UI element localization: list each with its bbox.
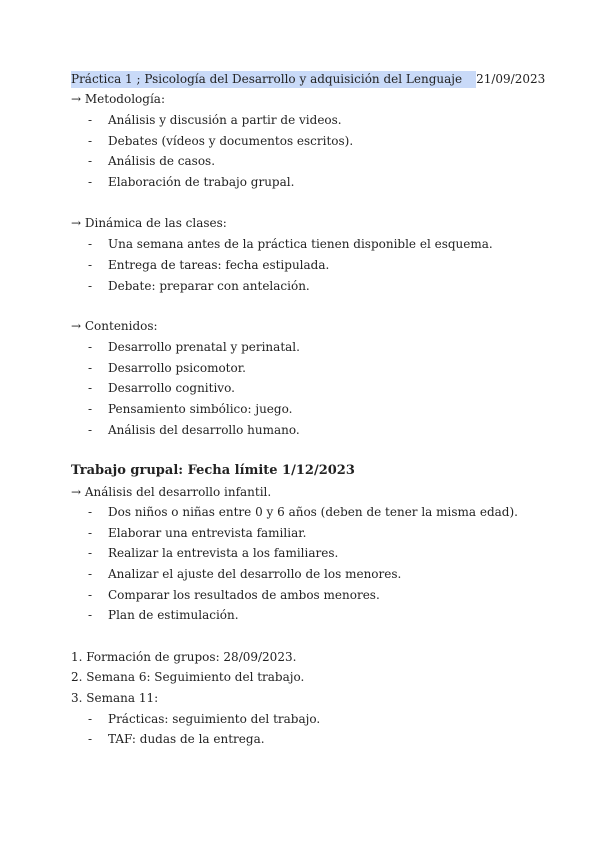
- bullet-dash: -: [88, 175, 93, 189]
- list-item-text: Dos niños o niñas entre 0 y 6 años (deben de tener la misma edad).: [108, 505, 518, 519]
- bullet-dash: -: [88, 588, 93, 602]
- bullet-dash: -: [88, 361, 93, 375]
- header-date: 21/09/2023: [476, 72, 546, 86]
- list-item-text: Plan de estimulación.: [108, 608, 239, 622]
- list-item: [88, 112, 342, 128]
- bullet-dash: -: [88, 279, 93, 293]
- bullet-dash: -: [88, 340, 93, 354]
- list-item: [88, 257, 329, 273]
- list-item-text: Realizar la entrevista a los familiares.: [108, 546, 339, 560]
- list-item: [88, 153, 215, 169]
- list-item-text: Análisis y discusión a partir de videos.: [108, 113, 342, 127]
- list-item-text: Análisis del desarrollo humano.: [108, 423, 300, 437]
- list-item: [88, 607, 239, 623]
- list-item: [88, 339, 300, 355]
- list-item-text: TAF: dudas de la entrega.: [108, 732, 265, 746]
- list-item: [88, 133, 353, 149]
- header-bar: [71, 71, 546, 88]
- bullet-dash: -: [88, 237, 93, 251]
- list-item: [88, 360, 246, 376]
- list-item-text: Debates (vídeos y documentos escritos).: [108, 134, 354, 148]
- list-item-text: Analizar el ajuste del desarrollo de los menores.: [108, 567, 402, 581]
- bullet-dash: -: [88, 526, 93, 540]
- header-title: Práctica 1 ; Psicología del Desarrollo y adquisición del Lenguaje: [71, 71, 476, 88]
- bullet-dash: -: [88, 258, 93, 272]
- list-item: [88, 380, 235, 396]
- step-1: 1. Formación de grupos: 28/09/2023.: [71, 650, 297, 664]
- dinamica-heading: → Dinámica de las clases:: [71, 216, 227, 230]
- list-item: [88, 731, 265, 747]
- list-item: [88, 525, 306, 541]
- bullet-dash: -: [88, 567, 93, 581]
- list-item: [88, 566, 401, 582]
- bullet-dash: -: [88, 154, 93, 168]
- list-item-text: Pensamiento simbólico: juego.: [108, 402, 293, 416]
- list-item: [88, 587, 380, 603]
- bullet-dash: -: [88, 381, 93, 395]
- list-item-text: Comparar los resultados de ambos menores.: [108, 588, 380, 602]
- list-item-text: Debate: preparar con antelación.: [108, 279, 310, 293]
- list-item: [88, 236, 493, 252]
- list-item-text: Desarrollo psicomotor.: [108, 361, 246, 375]
- metodologia-heading: → Metodología:: [71, 92, 165, 106]
- bullet-dash: -: [88, 712, 93, 726]
- contenidos-heading: → Contenidos:: [71, 319, 158, 333]
- list-item-text: Entrega de tareas: fecha estipulada.: [108, 258, 330, 272]
- list-item-text: Análisis de casos.: [108, 154, 216, 168]
- bullet-dash: -: [88, 402, 93, 416]
- bullet-dash: -: [88, 546, 93, 560]
- list-item-text: Elaboración de trabajo grupal.: [108, 175, 295, 189]
- list-item: [88, 278, 310, 294]
- list-item: [88, 545, 338, 561]
- list-item-text: Desarrollo prenatal y perinatal.: [108, 340, 300, 354]
- step-2: 2. Semana 6: Seguimiento del trabajo.: [71, 670, 305, 684]
- list-item-text: Desarrollo cognitivo.: [108, 381, 235, 395]
- bullet-dash: -: [88, 505, 93, 519]
- trabajo-title: Trabajo grupal: Fecha límite 1/12/2023: [71, 463, 355, 478]
- list-item-text: Elaborar una entrevista familiar.: [108, 526, 307, 540]
- list-item: [88, 711, 320, 727]
- bullet-dash: -: [88, 113, 93, 127]
- list-item: [88, 174, 294, 190]
- bullet-dash: -: [88, 608, 93, 622]
- bullet-dash: -: [88, 134, 93, 148]
- trabajo-heading: → Análisis del desarrollo infantil.: [71, 485, 272, 499]
- bullet-dash: -: [88, 423, 93, 437]
- step-3: 3. Semana 11:: [71, 691, 159, 705]
- bullet-dash: -: [88, 732, 93, 746]
- list-item-text: Una semana antes de la práctica tienen disponible el esquema.: [108, 237, 493, 251]
- list-item: [88, 401, 292, 417]
- list-item: [88, 422, 300, 438]
- list-item: [88, 504, 518, 520]
- list-item-text: Prácticas: seguimiento del trabajo.: [108, 712, 321, 726]
